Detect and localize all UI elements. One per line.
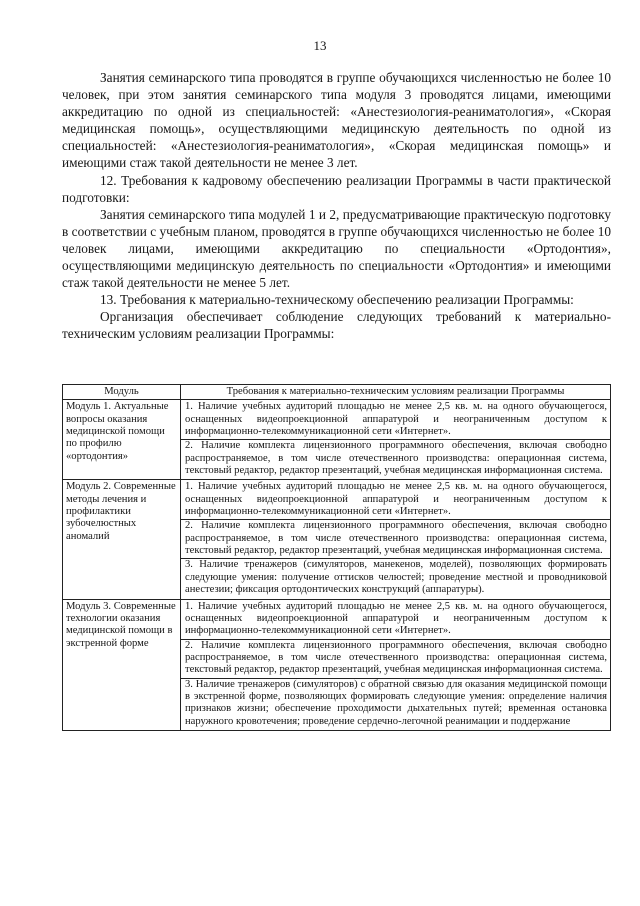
table-row <box>63 400 611 480</box>
paragraph-practical-staffing: Занятия семинарского типа модулей 1 и 2, предусматривающие практическую подготовку в соответствии с учебным планом, проводятся в группе обучающихся численностью не более 10 человек лицами, имеющими аккредитацию по специальности «Ортодонтия», осуществляющими медицинскую деятельность по специальности «Ортодонтия» и имеющими стаж такой деятельности не менее 5 лет. <box>62 206 611 291</box>
requirement-item: 3. Наличие тренажеров (симуляторов, манекенов, моделей), позволяющих формировать следующие умения: получение оттисков челюстей; проведение местной и проводниковой анестезии; фиксация ортодонтических конструкций (аппаратуры). <box>185 559 607 596</box>
requirement-item: 2. Наличие комплекта лицензионного программного обеспечения, включая свободно распространяемое, в том числе отечественного производства: операционная система, текстовый редактор, редактор презентаций, учебная медицинская информационная система. <box>181 520 610 559</box>
body-text <box>62 69 611 343</box>
requirement-item: 2. Наличие комплекта лицензионного программного обеспечения, включая свободно распространяемое, в том числе отечественного производства: операционная система, текстовый редактор, редактор презентаций, учебная медицинская информационная система. <box>181 640 610 679</box>
section-13-heading: 13. Требования к материально-техническому обеспечению реализации Программы: <box>100 292 574 308</box>
page-number: 13 <box>313 38 327 53</box>
table-row <box>63 480 611 599</box>
requirements-cell <box>181 599 611 730</box>
requirement-item: 3. Наличие тренажеров (симуляторов) с обратной связью для оказания медицинской помощи в экстренной форме, позволяющих формировать следующие умения: определение наличия признаков жизни; обеспечение проходимости дыхательных путей; временная остановка наружного кровотечения; проведение сердечно-легочной реанимации и поддержание <box>185 678 607 727</box>
table-row <box>63 599 611 730</box>
requirements-cell <box>181 400 611 480</box>
requirement-item: 2. Наличие комплекта лицензионного программного обеспечения, включая свободно распространяемое, в том числе отечественного производства: операционная система, текстовый редактор, редактор презентаций, учебная медицинская информационная система. <box>185 440 607 477</box>
requirement-item: 1. Наличие учебных аудиторий площадью не менее 2,5 кв. м. на одного обучающегося, оснащенных видеопроекционной аппаратурой и неограниченным доступом к информационно-телекоммуникационной сети «Интернет». <box>181 601 610 640</box>
section-12-heading: 12. Требования к кадровому обеспечению реализации Программы в части практической подготовки: <box>62 172 611 205</box>
paragraph-seminar-staffing: Занятия семинарского типа проводятся в группе обучающихся численностью не более 10 человек, при этом занятия семинарского типа модуля 3 проводятся лицами, имеющими аккредитацию по одной из специальностей: «Анестезиология-реаниматология», «Скорая медицинская помощь», осуществляющими медицинскую деятельность по одной из специальностей: «Анестезиология-реаниматология», «Скорая медицинская помощь» и имеющими стаж такой деятельности не менее 3 лет. <box>62 70 611 171</box>
header-requirements: Требования к материально-техническим условиям реализации Программы <box>181 385 611 400</box>
module-cell: Модуль 1. Актуальные вопросы оказания медицинской помощи по профилю «ортодонтия» <box>63 400 181 480</box>
header-module: Модуль <box>63 385 181 400</box>
requirement-item: 1. Наличие учебных аудиторий площадью не менее 2,5 кв. м. на одного обучающегося, оснащенных видеопроекционной аппаратурой и неограниченным доступом к информационно-телекоммуникационной сети «Интернет». <box>181 401 610 440</box>
paragraph-material-intro: Организация обеспечивает соблюдение следующих требований к материально-техническим условиям реализации Программы: <box>62 309 611 342</box>
requirements-table <box>62 384 611 731</box>
module-cell: Модуль 2. Современные методы лечения и профилактики зубочелюстных аномалий <box>63 480 181 599</box>
requirements-cell <box>181 480 611 599</box>
table-header-row <box>63 385 611 400</box>
requirement-item: 1. Наличие учебных аудиторий площадью не менее 2,5 кв. м. на одного обучающегося, оснащенных видеопроекционной аппаратурой и неограниченным доступом к информационно-телекоммуникационной сети «Интернет». <box>181 481 610 520</box>
module-cell: Модуль 3. Современные технологии оказания медицинской помощи в экстренной форме <box>63 599 181 730</box>
